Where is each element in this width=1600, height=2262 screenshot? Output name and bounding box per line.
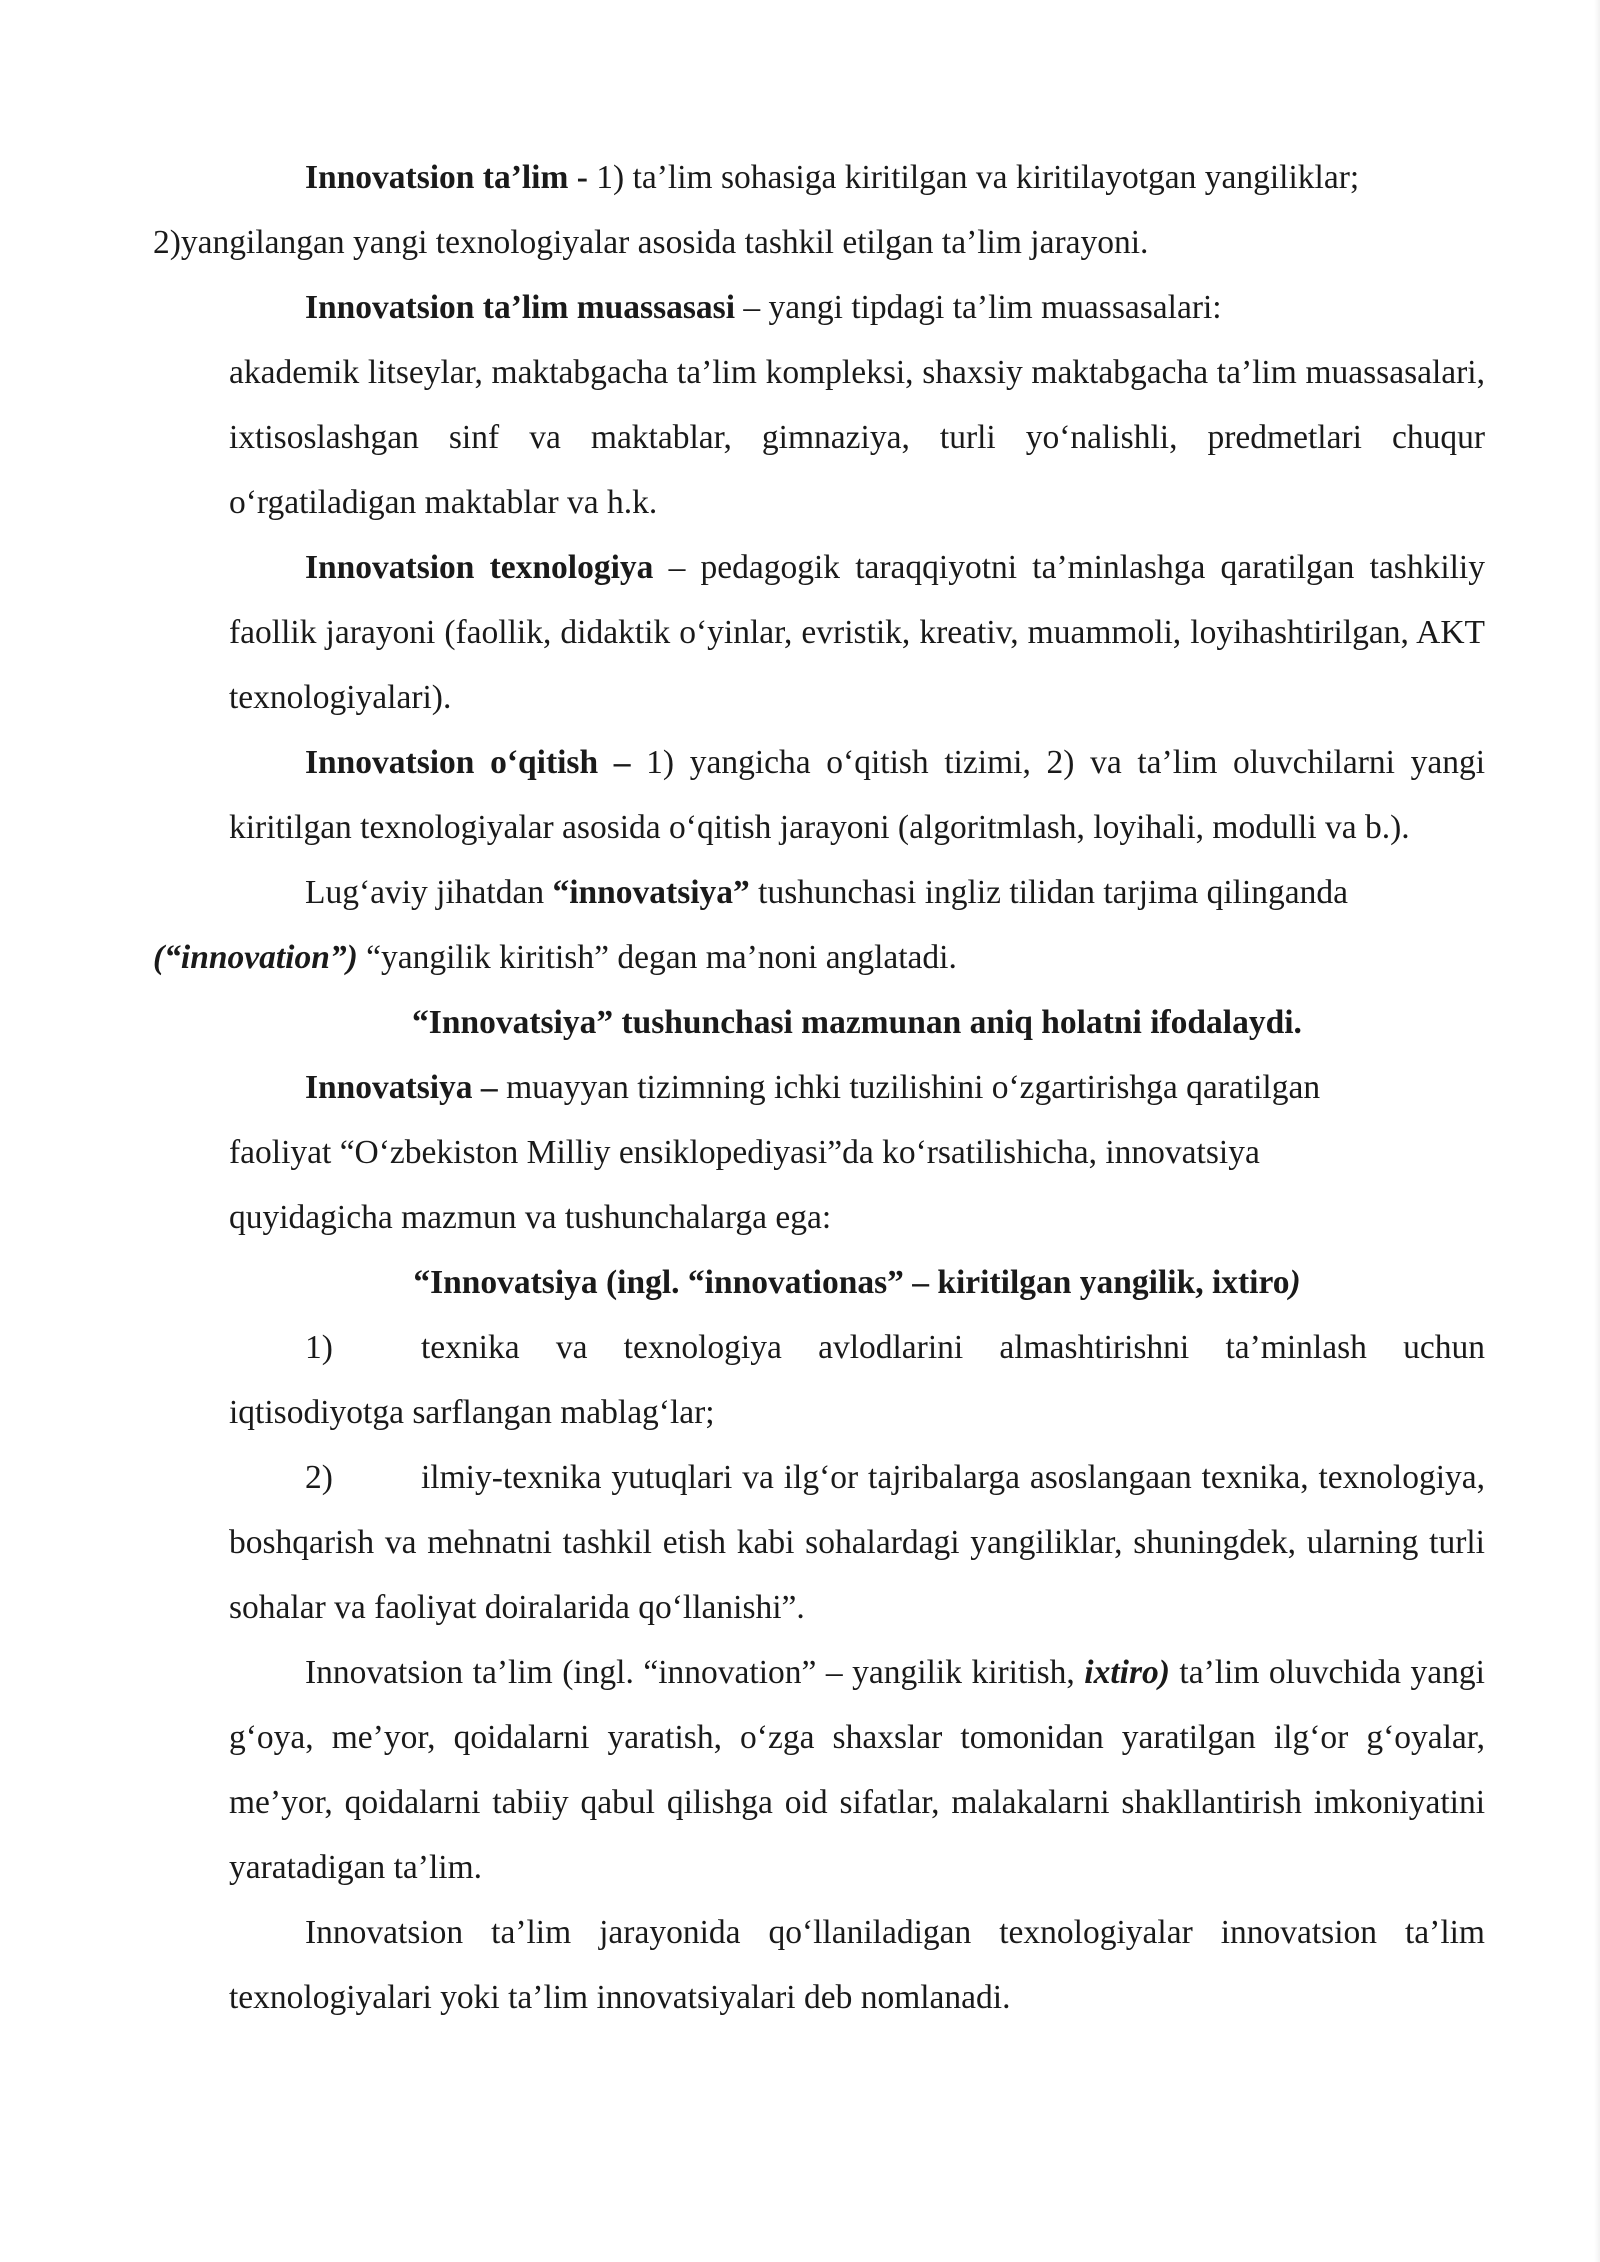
paragraph-talim-muassasasi	[229, 275, 1485, 340]
lugaviy-continuation: “yangilik kiritish” degan ma’noni anglatadi.	[357, 939, 957, 976]
list-text: texnika va texnologiya avlodlarini almashtirishni ta’minlash uchun iqtisodiyotga sarflangan mablag‘lar;	[229, 1329, 1485, 1431]
page-edge-shadow	[1594, 0, 1600, 2262]
paragraph-innovatsion-texnologiya	[229, 535, 1485, 730]
paragraph-innovatsiya-definition	[229, 1055, 1485, 1120]
paragraph-talim-jarayonida: Innovatsion ta’lim jarayonida qo‘llaniladigan texnologiyalar innovatsion ta’lim texnologiyalari yoki ta’lim innovatsiyalari deb nomlanadi.	[229, 1914, 1485, 2016]
definition-text: muayyan tizimning ichki tuzilishini o‘zgartirishga qaratilgan	[497, 1069, 1321, 1106]
paragraph-mazmun: quyidagicha mazmun va tushunchalarga ega:	[229, 1199, 832, 1236]
lugaviy-continuation-wrap	[153, 939, 957, 976]
ingl-post: ta’lim oluvchida yangi g‘oya, me’yor, qoidalarni yaratish, o‘zga shaxslar tomonidan yaratilgan ilg‘or g‘oyalar, me’yor, qoidalarni tabiiy qabul qilishga oid sifatlar, malakalarni shakllantirish imkoniyatini yaratadigan ta’lim.	[229, 1654, 1485, 1886]
list-item-1	[229, 1315, 1485, 1445]
definition-text: – pedagogik taraqqiyotni ta’minlashga qaratilgan tashkiliy faollik jarayoni (faollik, didaktik o‘yinlar, evristik, kreativ, muammoli, loyihashtirilgan, AKT texnologiyalari).	[229, 549, 1485, 716]
list-number: 1)	[305, 1329, 333, 1366]
list-item-2	[229, 1445, 1485, 1640]
definition-text: 1) ta’lim sohasiga kiritilgan va kiritilayotgan yangiliklar;	[587, 159, 1360, 196]
heading-innovatsiya-ingl	[229, 1250, 1485, 1315]
term-innovatsion-talim: Innovatsion ta’lim -	[305, 159, 588, 196]
list-text: ilmiy-texnika yutuqlari va ilg‘or tajribalarga asoslangaan texnika, texnologiya, boshqarish va mehnatni tashkil etish kabi sohalardagi yangiliklar, shuningdek, ularning turli sohalar va faoliyat doiralarida qo‘llanishi”.	[229, 1459, 1485, 1626]
paragraph-lugaviy	[153, 860, 1485, 990]
definition-text: – yangi tipdagi ta’lim muassasalari:	[735, 289, 1222, 326]
document-page	[153, 145, 1485, 2030]
term-innovation-italic: (“innovation”)	[153, 939, 358, 976]
paragraph-innovatsion-talim	[153, 145, 1485, 275]
heading-innovatsiya-mazmunan: “Innovatsiya” tushunchasi mazmunan aniq holatni ifodalaydi.	[412, 1004, 1302, 1041]
term-innovatsiya-dash: Innovatsiya –	[305, 1069, 498, 1106]
heading-ingl-text: “Innovatsiya (ingl. “innovationas” – kiritilgan yangilik, ixtiro	[413, 1264, 1290, 1301]
lugaviy-post: tushunchasi ingliz tilidan tarjima qilinganda	[749, 874, 1349, 911]
list-number: 2)	[305, 1459, 333, 1496]
paragraph-talim-muassasasi-list: akademik litseylar, maktabgacha ta’lim kompleksi, shaxsiy maktabgacha ta’lim muassasalari, ixtisoslashgan sinf va maktablar, gimnaziya, turli yo‘nalishli, predmetlari chuqur o‘rgatiladigan maktablar va h.k.	[229, 354, 1485, 521]
paragraph-ensiklopediya: faoliyat “O‘zbekiston Milliy ensiklopediyasi”da ko‘rsatilishicha, innovatsiya	[229, 1134, 1260, 1171]
definition-text: 1) yangicha o‘qitish tizimi, 2) va ta’lim oluvchilarni yangi kiritilgan texnologiyalar asosida o‘qitish jarayoni (algoritmlash, loyihali, modulli va b.).	[229, 744, 1485, 846]
term-talim-muassasasi: Innovatsion ta’lim muassasasi	[305, 289, 736, 326]
definition-continuation: 2)yangilangan yangi texnologiyalar asosida tashkil etilgan ta’lim jarayoni.	[153, 224, 1149, 261]
heading-ingl-tail: )	[1289, 1264, 1301, 1301]
ingl-pre: Innovatsion ta’lim (ingl. “innovation” – yangilik kiritish,	[305, 1654, 1085, 1691]
term-ixtiro: ixtiro)	[1084, 1654, 1170, 1691]
term-innovatsiya: “innovatsiya”	[552, 874, 750, 911]
term-innovatsion-oqitish: Innovatsion o‘qitish –	[305, 744, 631, 781]
paragraph-innovatsion-talim-ingl	[229, 1640, 1485, 1900]
lugaviy-pre: Lug‘aviy jihatdan	[305, 874, 553, 911]
paragraph-innovatsion-oqitish	[229, 730, 1485, 860]
term-innovatsion-texnologiya: Innovatsion texnologiya	[305, 549, 654, 586]
